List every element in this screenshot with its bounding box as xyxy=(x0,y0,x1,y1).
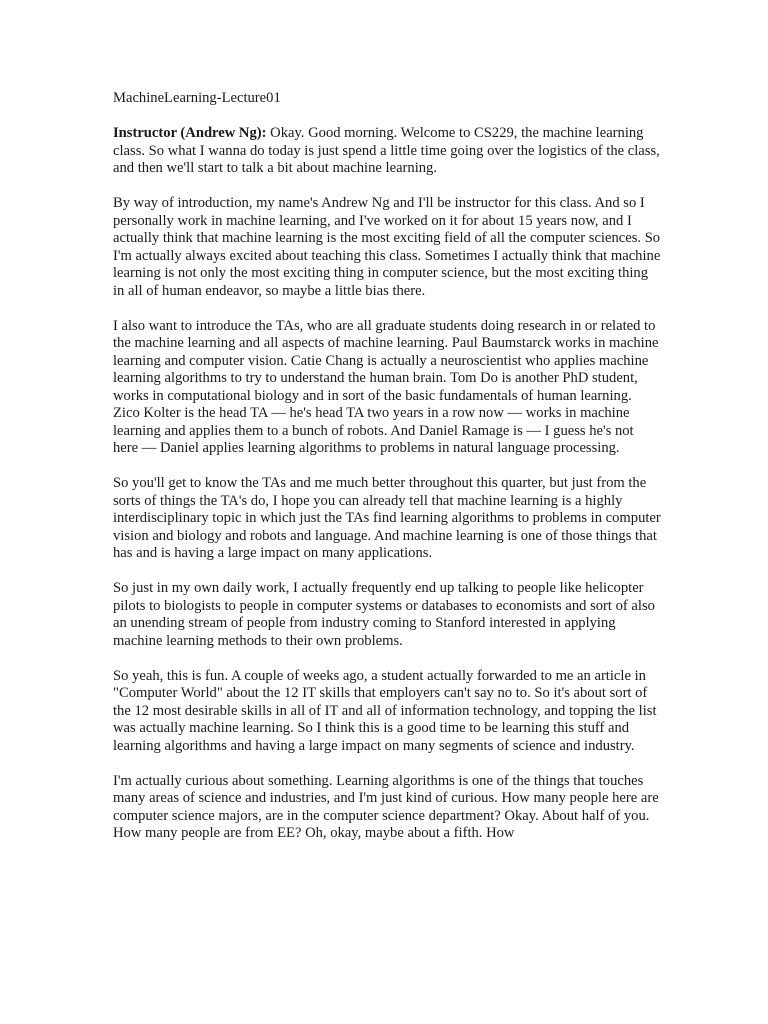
paragraph-3: I also want to introduce the TAs, who are all graduate students doing research in or related to the machine learning and all aspects of machine learning. Paul Baumstarck works in machine learning and computer vision. Catie Chang is actually a neuroscientist who applies machine learning algorithms to try to understand the human brain. Tom Do is another PhD student, works in computational biology and in sort of the basic fundamentals of human learning. Zico Kolter is the head TA — he's head TA two years in a row now — works in machine learning and applies them to a bunch of robots. And Daniel Ramage is — I guess he's not here — Daniel applies learning algorithms to problems in natural language processing. xyxy=(113,317,659,456)
paragraph-2: By way of introduction, my name's Andrew Ng and I'll be instructor for this class. And so I personally work in machine learning, and I've worked on it for about 15 years now, and I actually think that machine learning is the most exciting field of all the computer sciences. So I'm actually always excited about teaching this class. Sometimes I actually think that machine learning is not only the most exciting thing in computer science, but the most exciting thing in all of human endeavor, so maybe a little bias there. xyxy=(113,195,661,299)
paragraph-5: So just in my own daily work, I actually frequently end up talking to people like helicopter pilots to biologists to people in computer systems or databases to economists and sort of also an unending stream of people from industry coming to Stanford interested in applying machine learning methods to their own problems. xyxy=(113,580,655,649)
paragraph-1-text: Okay. Good morning. Welcome to CS229, the machine learning class. So what I wanna do today is just spend a little time going over the logistics of the class, and then we'll start to talk a bit about machine learning. xyxy=(113,125,660,176)
speaker-label: Instructor (Andrew Ng): xyxy=(113,125,267,141)
paragraph-4: So you'll get to know the TAs and me much better throughout this quarter, but just from the sorts of things the TA's do, I hope you can already tell that machine learning is a highly interdisciplinary topic in which just the TAs find learning algorithms to problems in computer vision and biology and robots and language. And machine learning is one of those things that has and is having a large impact on many applications. xyxy=(113,475,661,561)
paragraph-6: So yeah, this is fun. A couple of weeks ago, a student actually forwarded to me an article in "Computer World" about the 12 IT skills that employers can't say no to. So it's about sort of the 12 most desirable skills in all of IT and all of information technology, and topping the list was actually machine learning. So I think this is a good time to be learning this stuff and learning algorithms and having a large impact on many segments of science and industry. xyxy=(113,667,657,754)
paragraph-7: I'm actually curious about something. Learning algorithms is one of the things that touches many areas of science and industries, and I'm just kind of curious. How many people here are computer science majors, are in the computer science department? Okay. About half of you. How many people are from EE? Oh, okay, maybe about a fifth. How xyxy=(113,772,659,841)
document-title: MachineLearning-Lecture01 xyxy=(113,90,281,106)
document-page xyxy=(113,90,661,860)
paragraph-1 xyxy=(113,125,661,178)
